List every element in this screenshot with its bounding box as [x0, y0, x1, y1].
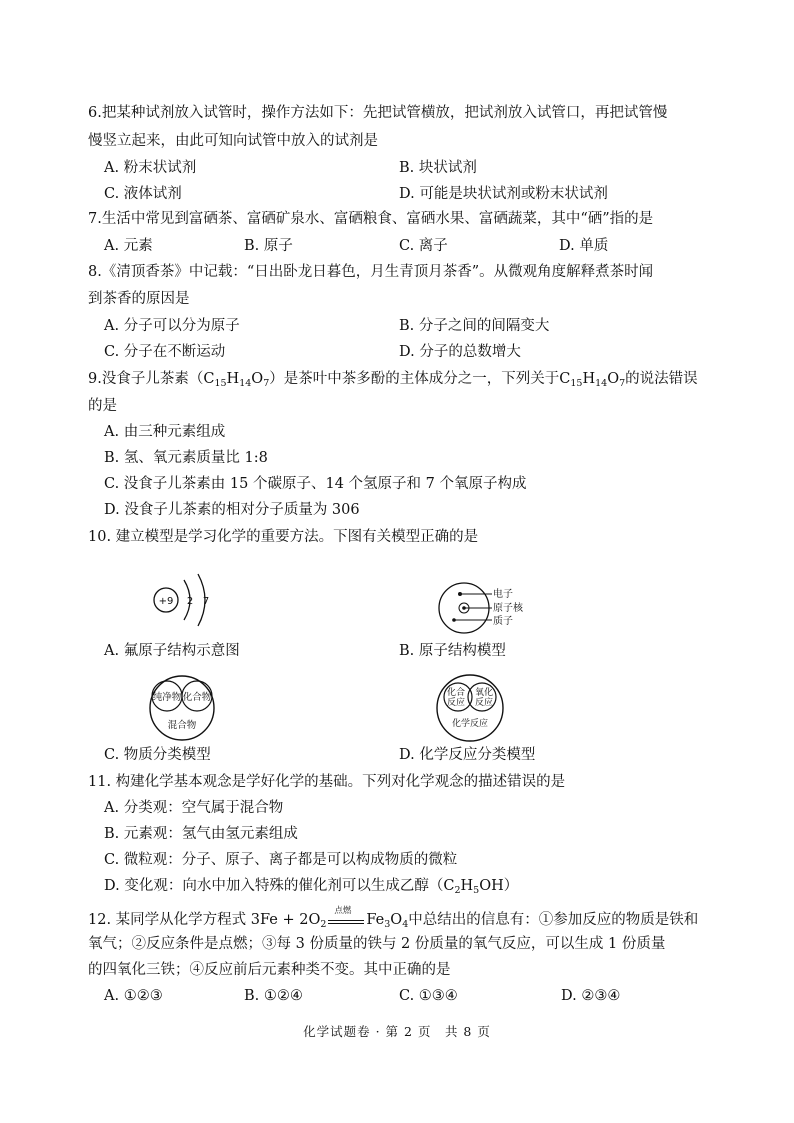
q9-option-a[interactable]: A. 由三种元素组成 [104, 424, 226, 440]
q6-stem-line2: 慢竖立起来，由此可知向试管中放入的试剂是 [88, 133, 378, 149]
q7-option-a[interactable]: A. 元素 [104, 238, 153, 254]
q10-option-b[interactable]: B. 原子结构模型 [399, 643, 506, 659]
q10-option-a[interactable]: A. 氟原子结构示意图 [104, 643, 240, 659]
q9-stem-part2: ）是茶叶中茶多酚的主体成分之一，下列关于 [269, 371, 560, 387]
q9-stem-part3: 的说法错误 [625, 371, 698, 387]
q11-option-a[interactable]: A. 分类观：空气属于混合物 [104, 800, 284, 816]
q8-stem-line2: 到茶香的原因是 [88, 291, 190, 307]
q12-stem-line2: 氧气；②反应条件是点燃；③每 3 份质量的铁与 2 份质量的氧气反应，可以生成 1 份质量 [88, 936, 666, 952]
q12-option-a[interactable]: A. ①②③ [104, 988, 163, 1004]
reaction-classification-diagram [434, 672, 506, 744]
q7-stem: 7.生活中常见到富硒茶、富硒矿泉水、富硒粮食、富硒水果、富硒蔬菜，其中“硒”指的是 [88, 211, 654, 227]
electron-label: 电子 [493, 589, 513, 600]
q8-option-b[interactable]: B. 分子之间的间隔变大 [399, 318, 550, 334]
q7-option-d[interactable]: D. 单质 [559, 238, 609, 254]
oxidation-label-1: 氧化 [474, 688, 494, 698]
ethanol-formula: $C_2H_5OH$ [443, 878, 504, 896]
chemical-equation: $3Fe + 2O_2$ 点燃 $Fe_3O_4$ [250, 906, 409, 930]
q9-formula-inline: $C_{15}H_{14}O_7$ [203, 371, 270, 389]
q9-stem-part1: 9.没食子儿茶素（ [88, 371, 204, 387]
oxidation-label-2: 反应 [474, 698, 494, 708]
q8-stem-line1: 8.《清顶香茶》中记载：“日出卧龙日暮色，月生青顶月茶香”。从微观角度解释煮茶时闻 [88, 264, 654, 280]
nucleus-charge: +9 [158, 596, 174, 607]
q10-option-d[interactable]: D. 化学反应分类模型 [399, 747, 536, 763]
q9-option-b[interactable]: B. 氢、氧元素质量比 1:8 [104, 450, 268, 466]
atom-model-diagram [436, 580, 546, 636]
chemical-reaction-label: 化学反应 [451, 719, 489, 729]
q11-option-c[interactable]: C. 微粒观：分子、原子、离子都是可以构成物质的微粒 [104, 852, 458, 868]
q11-stem: 11. 构建化学基本观念是学好化学的基础。下列对化学观念的描述错误的是 [88, 774, 566, 790]
q6-option-c[interactable]: C. 液体试剂 [104, 186, 182, 202]
combination-label-1: 化合 [446, 688, 466, 698]
q7-option-b[interactable]: B. 原子 [244, 238, 293, 254]
page-footer: 化学试题卷 · 第 2 页 共 8 页 [303, 1024, 491, 1039]
pure-substance-label: 纯净物 [152, 692, 182, 703]
substance-classification-diagram [146, 674, 218, 742]
q9-formula-inline-2: $C_{15}H_{14}O_7$ [559, 371, 626, 389]
nucleus-label: 原子核 [493, 603, 523, 614]
q8-option-d[interactable]: D. 分子的总数增大 [399, 344, 521, 360]
q12-option-b[interactable]: B. ①②④ [244, 988, 303, 1004]
outer-circle [437, 675, 503, 741]
reaction-condition: 点燃 [334, 906, 352, 916]
q9-option-d[interactable]: D. 没食子儿茶素的相对分子质量为 306 [104, 502, 360, 518]
q8-option-a[interactable]: A. 分子可以分为原子 [104, 318, 240, 334]
q12-stem-part2: 中总结出的信息有：①参加反应的物质是铁和 [408, 912, 699, 928]
q12-stem-line1 [88, 908, 698, 930]
q11-option-d[interactable]: D. 变化观：向水中加入特殊的催化剂可以生成乙醇$(C_2H_5OH)$ [104, 878, 519, 896]
q8-option-c[interactable]: C. 分子在不断运动 [104, 344, 226, 360]
q6-option-d[interactable]: D. 可能是块状试剂或粉末状试剂 [399, 186, 608, 202]
q12-option-d[interactable]: D. ②③④ [561, 988, 621, 1004]
shell-1-electrons: 2 [186, 596, 194, 607]
mixture-label: 混合物 [167, 720, 197, 731]
compound-label: 化合物 [182, 692, 212, 703]
q9-option-c[interactable]: C. 没食子儿茶素由 15 个碳原子、14 个氢原子和 7 个氧原子构成 [104, 476, 527, 492]
combination-label-2: 反应 [446, 698, 466, 708]
proton-label: 质子 [493, 616, 513, 627]
q12-option-c[interactable]: C. ①③④ [399, 988, 458, 1004]
shell-2-electrons: 7 [202, 596, 210, 607]
fluorine-atom-diagram [140, 560, 230, 640]
equation-arrow [326, 906, 366, 930]
q11-option-b[interactable]: B. 元素观：氢气由氢元素组成 [104, 826, 298, 842]
q6-option-a[interactable]: A. 粉末状试剂 [104, 160, 197, 176]
q10-option-c[interactable]: C. 物质分类模型 [104, 747, 211, 763]
q9-stem-line2: 的是 [88, 398, 117, 414]
q6-stem-line1: 6.把某种试剂放入试管时，操作方法如下：先把试管横放，把试剂放入试管口，再把试管慢 [88, 105, 668, 121]
q6-option-b[interactable]: B. 块状试剂 [399, 160, 477, 176]
q12-stem-line3: 的四氧化三铁；④反应前后元素种类不变。其中正确的是 [88, 962, 451, 978]
q10-stem: 10. 建立模型是学习化学的重要方法。下图有关模型正确的是 [88, 529, 479, 545]
q7-option-c[interactable]: C. 离子 [399, 238, 448, 254]
q9-stem-line1 [88, 369, 698, 389]
q12-stem-part1: 12. 某同学从化学方程式 [88, 912, 247, 928]
